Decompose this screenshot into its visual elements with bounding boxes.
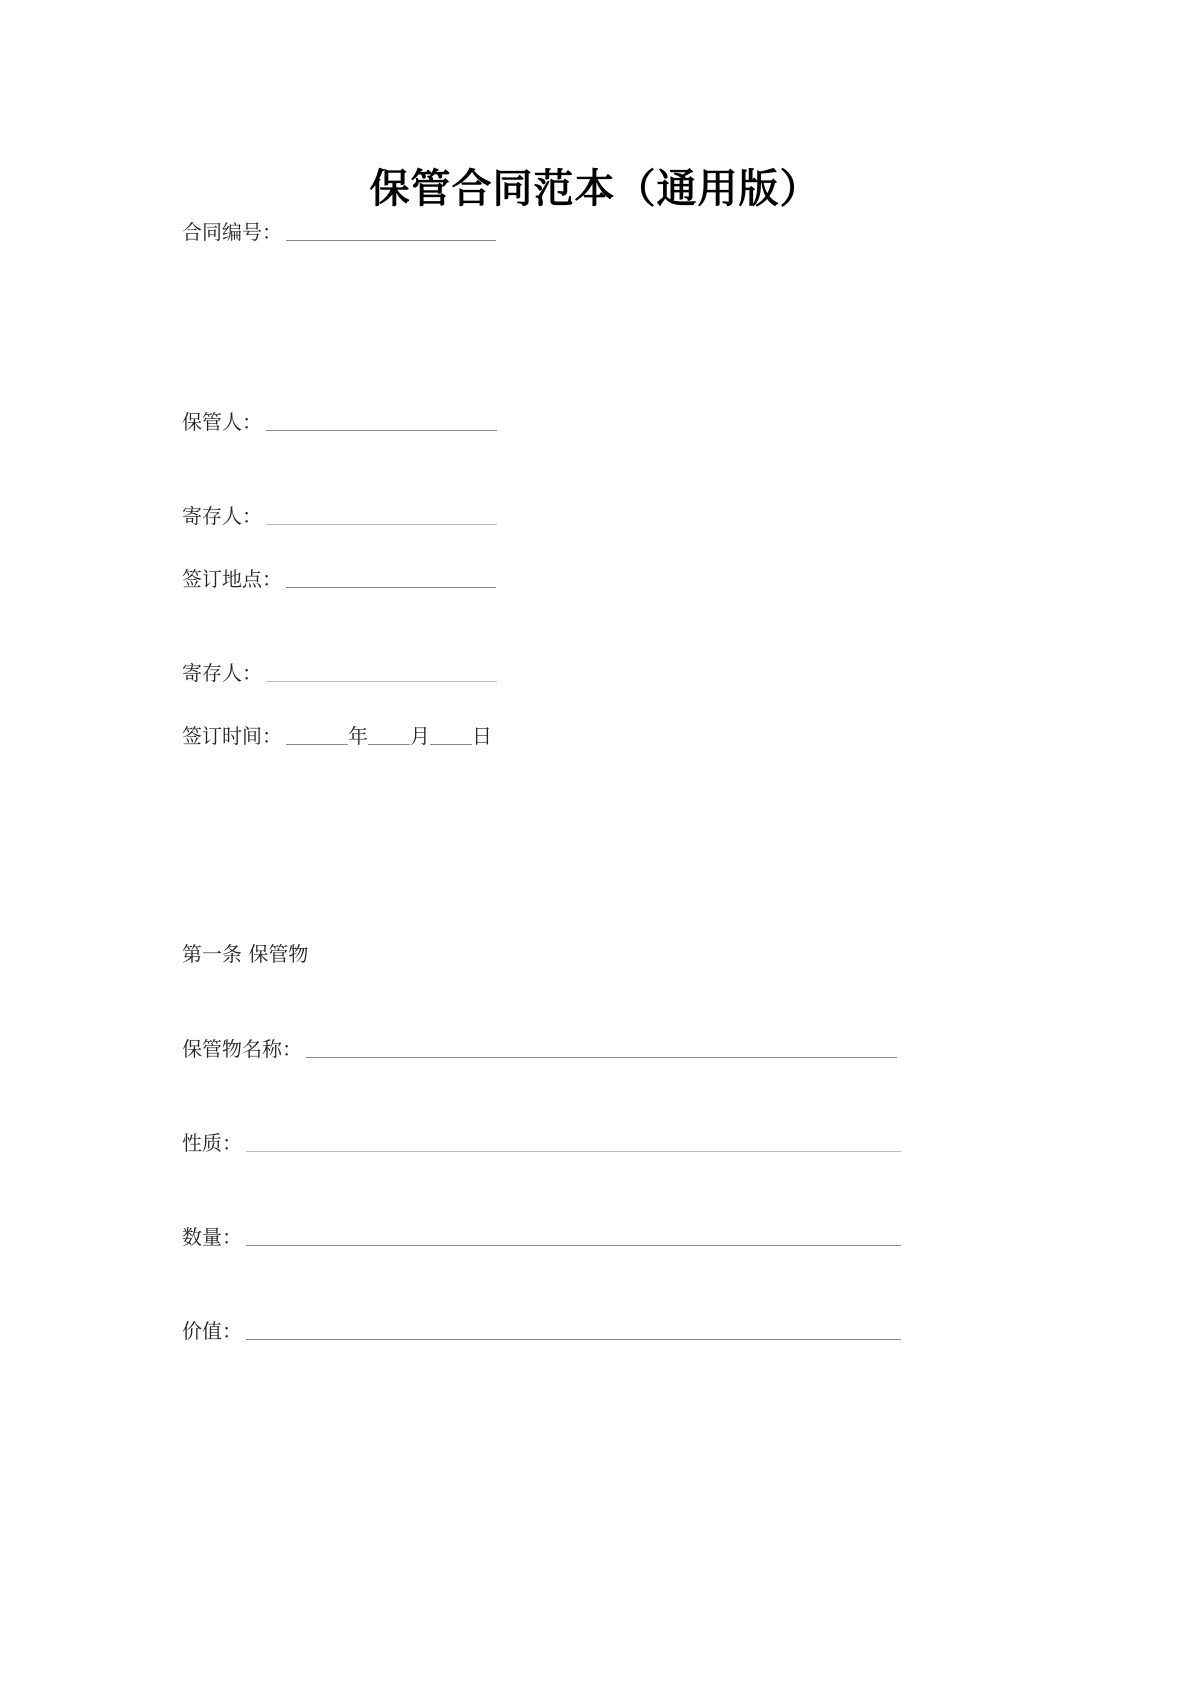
signing-place-field[interactable] — [286, 587, 496, 588]
custodian-row — [182, 408, 497, 436]
nature-row — [182, 1129, 901, 1157]
quantity-row — [182, 1223, 901, 1251]
item-name-field[interactable] — [306, 1057, 897, 1058]
depositor-2-field[interactable] — [266, 681, 497, 682]
year-field[interactable] — [286, 744, 348, 745]
depositor-field[interactable] — [266, 524, 497, 525]
depositor-row — [182, 502, 497, 530]
contract-number-label: 合同编号： — [182, 220, 282, 244]
nature-field[interactable] — [246, 1151, 901, 1152]
contract-number-row — [182, 218, 496, 246]
month-unit: 月 — [410, 724, 430, 748]
item-name-label: 保管物名称： — [182, 1037, 302, 1061]
day-field[interactable] — [430, 744, 472, 745]
article-1-heading: 第一条 保管物 — [182, 942, 309, 966]
contract-number-field[interactable] — [286, 240, 496, 241]
value-label: 价值： — [182, 1319, 242, 1343]
quantity-field[interactable] — [246, 1245, 901, 1246]
month-field[interactable] — [368, 744, 410, 745]
signing-place-label: 签订地点： — [182, 567, 282, 591]
signing-time-label: 签订时间： — [182, 724, 282, 748]
custodian-field[interactable] — [266, 430, 497, 431]
day-unit: 日 — [472, 724, 492, 748]
nature-label: 性质： — [182, 1131, 242, 1155]
quantity-label: 数量： — [182, 1225, 242, 1249]
signing-time-row — [182, 722, 492, 750]
custodian-label: 保管人： — [182, 410, 262, 434]
value-field[interactable] — [246, 1339, 901, 1340]
depositor-2-row — [182, 659, 497, 687]
document-title: 保管合同范本（通用版） — [369, 166, 821, 212]
value-row — [182, 1317, 901, 1345]
year-unit: 年 — [348, 724, 368, 748]
depositor-label: 寄存人： — [182, 504, 262, 528]
signing-place-row — [182, 565, 496, 593]
item-name-row — [182, 1035, 897, 1063]
depositor-2-label: 寄存人： — [182, 661, 262, 685]
